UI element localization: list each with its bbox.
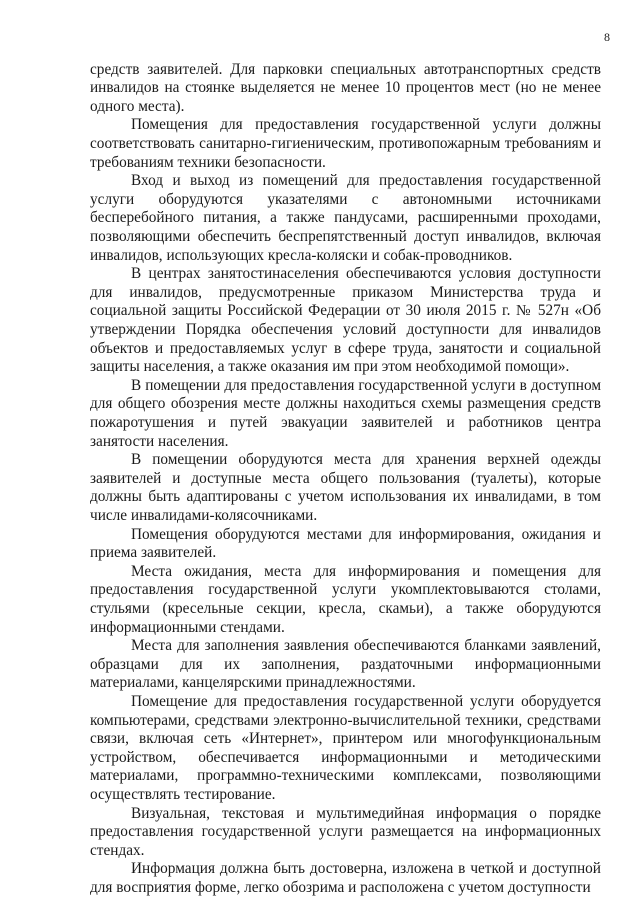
text-line: Информация должна быть достоверна, изложена в четкой и доступной — [131, 860, 601, 878]
text-line: соответствовать санитарно-гигиеническим, противопожарным требованиям и — [90, 134, 601, 152]
text-line: образцами для их заполнения, раздаточными информационными — [90, 655, 601, 673]
text-line: осуществлять тестирование. — [90, 785, 276, 803]
text-line: Помещения для предоставления государственной услуги должны — [131, 116, 601, 134]
text-line: заявителей и доступные места общего пользования (туалеты), которые — [90, 469, 601, 487]
text-line: стендах. — [90, 841, 145, 859]
text-line: средств заявителей. Для парковки специальных автотранспортных средств — [90, 60, 601, 78]
text-line: материалами, программно-техническими комплексами, позволяющими — [90, 767, 601, 785]
text-line: связи, включая сеть «Интернет», принтером или многофункциональным — [90, 730, 601, 748]
text-line: Помещение для предоставления государственной услуги оборудуется — [131, 692, 601, 710]
text-line: пожаротушения и путей эвакуации заявителей и работников центра — [90, 413, 601, 431]
text-line: должны быть адаптированы с учетом использования их инвалидами, в том — [90, 488, 601, 506]
text-line: Визуальная, текстовая и мультимедийная информация о порядке — [131, 804, 601, 822]
text-line: бесперебойного питания, а также пандусами, расширенными проходами, — [90, 209, 601, 227]
text-line: приема заявителей. — [90, 544, 217, 562]
text-line: инвалидов, использующих кресла-коляски и собак-проводников. — [90, 246, 513, 264]
text-line: для инвалидов, предусмотренные приказом Министерства труда и — [90, 283, 601, 301]
text-line: Вход и выход из помещений для предоставления государственной — [131, 172, 601, 190]
text-line: Помещения оборудуются местами для информирования, ожидания и — [131, 525, 601, 543]
text-line: устройством, обеспечивается информационными и методическими — [90, 748, 601, 766]
text-line: материалами, канцелярскими принадлежностями. — [90, 674, 416, 692]
page-number: 8 — [604, 30, 610, 44]
text-line: инвалидов на стоянке выделяется не менее 10 процентов мест (но не менее — [90, 79, 601, 97]
text-line: предоставления государственной услуги размещается на информационных — [90, 823, 601, 841]
text-line: одного места). — [90, 97, 185, 115]
text-line: числе инвалидами-колясочниками. — [90, 506, 318, 524]
text-line: компьютерами, средствами электронно-вычислительной техники, средствами — [90, 711, 601, 729]
text-line: стульями (кресельные секции, кресла, скамьи), а также оборудуются — [90, 599, 601, 617]
text-line: защиты населения, а также оказания им при этом необходимой помощи». — [90, 358, 570, 376]
text-line: В помещении для предоставления государственной услуги в доступном — [131, 376, 601, 394]
text-line: услуги оборудуются указателями с автономными источниками — [90, 190, 601, 208]
text-line: занятости населения. — [90, 432, 229, 450]
text-line: Места для заполнения заявления обеспечиваются бланками заявлений, — [131, 637, 601, 655]
text-line: позволяющими обеспечить беспрепятственный доступ инвалидов, включая — [90, 227, 601, 245]
text-line: социальной защиты Российской Федерации от 30 июля 2015 г. № 527н «Об — [90, 302, 601, 320]
text-line: предоставления государственной услуги укомплектовываются столами, — [90, 581, 601, 599]
text-line: Места ожидания, места для информирования и помещения для — [131, 562, 601, 580]
text-line: требованиям техники безопасности. — [90, 153, 326, 171]
text-line: для восприятия форме, легко обозрима и расположена с учетом доступности — [90, 878, 591, 896]
text-line: для общего обозрения месте должны находиться схемы размещения средств — [90, 395, 601, 413]
text-line: объектов и предоставляемых услуг в сфере труда, занятости и социальной — [90, 339, 601, 357]
text-line: утверждении Порядка обеспечения условий доступности для инвалидов — [90, 320, 601, 338]
text-line: В центрах занятостинаселения обеспечиваются условия доступности — [131, 265, 601, 283]
text-line: информационными стендами. — [90, 618, 285, 636]
text-line: В помещении оборудуются места для хранения верхней одежды — [131, 451, 601, 469]
